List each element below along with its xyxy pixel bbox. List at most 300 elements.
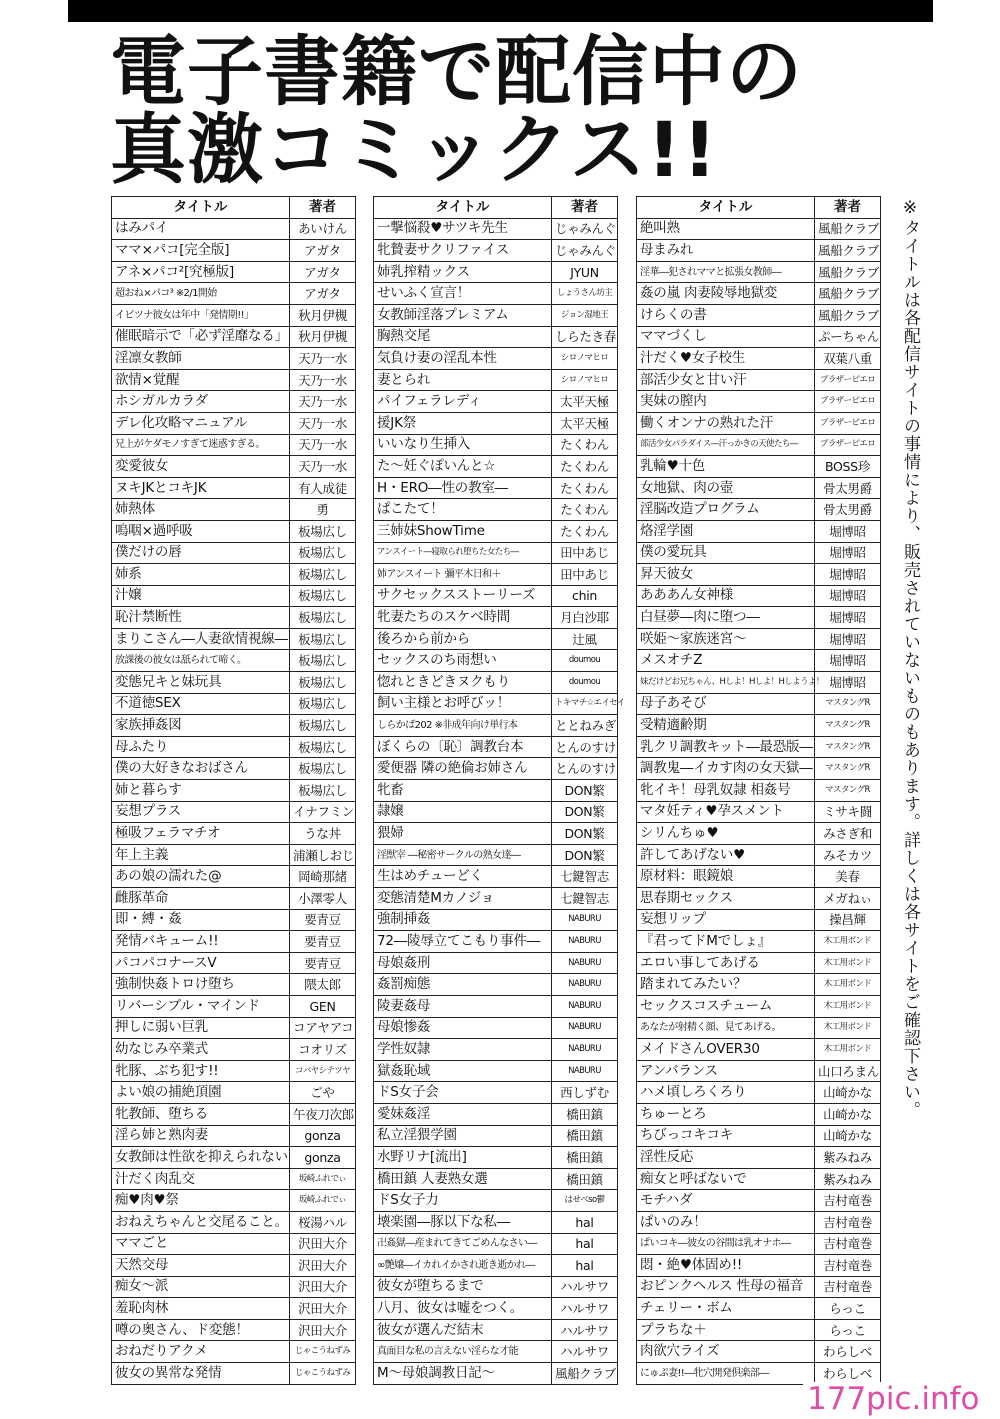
table-row	[112, 1125, 356, 1147]
book-title: 卍姦獄―産まれてきてごめんなさい―	[374, 1233, 552, 1255]
header-title: タイトル	[374, 197, 552, 219]
book-author: コバヤシテツヤ	[290, 1060, 356, 1082]
table-row	[637, 261, 881, 283]
table-row	[637, 1255, 881, 1277]
table-row	[112, 348, 356, 370]
book-title: 超おね×パコ³ ※2/1開始	[112, 283, 290, 305]
table-row	[112, 391, 356, 413]
book-author: 辻風	[552, 628, 618, 650]
book-title: 嗚咽×過呼吸	[112, 520, 290, 542]
book-author: 吉村竜巻	[815, 1255, 881, 1277]
book-author: じゃみんぐ	[552, 218, 618, 240]
table-row	[112, 412, 356, 434]
table-row	[637, 1319, 881, 1341]
table-row	[637, 628, 881, 650]
book-title: 痴女～派	[112, 1276, 290, 1298]
table-row	[112, 261, 356, 283]
book-author: hal	[552, 1233, 618, 1255]
book-author: わらしべ	[815, 1341, 881, 1363]
table-row	[637, 1276, 881, 1298]
book-title: マタ妊ティ♥孕スメント	[637, 801, 815, 823]
book-title: 思春期セックス	[637, 888, 815, 910]
book-title: エロい事してあげる	[637, 952, 815, 974]
table-row	[637, 995, 881, 1017]
book-title: 僕の愛玩具	[637, 542, 815, 564]
book-author: はせべso鬱	[552, 1190, 618, 1212]
book-title: 真面目な私の言えない淫らな才能	[374, 1341, 552, 1363]
book-title: 後ろから前から	[374, 628, 552, 650]
table-row	[637, 866, 881, 888]
book-title: 女教師は性欲を抑えられない	[112, 1147, 290, 1169]
table-row	[112, 218, 356, 240]
table-row	[112, 1298, 356, 1320]
book-title: 陵妻姦母	[374, 995, 552, 1017]
table-row	[112, 369, 356, 391]
book-title: ちゅーとろ	[637, 1103, 815, 1125]
book-title: ママごと	[112, 1233, 290, 1255]
table-row	[637, 715, 881, 737]
book-author: マスタングR	[815, 758, 881, 780]
table-row	[374, 693, 618, 715]
book-title: 水野リナ[流出]	[374, 1147, 552, 1169]
book-author: 天乃一水	[290, 412, 356, 434]
book-author: 要青豆	[290, 909, 356, 931]
table-row	[374, 261, 618, 283]
book-author: 天乃一水	[290, 369, 356, 391]
book-author: 紫みねみ	[815, 1147, 881, 1169]
book-author: 木工用ボンド	[815, 1039, 881, 1061]
table-row	[112, 1168, 356, 1190]
table-row	[112, 542, 356, 564]
book-title: メスオチZ	[637, 650, 815, 672]
book-author: らっこ	[815, 1319, 881, 1341]
book-author: NABURU	[552, 909, 618, 931]
book-title: よい娘の捕絶頂園	[112, 1082, 290, 1104]
table-row	[374, 1039, 618, 1061]
table-row	[112, 974, 356, 996]
book-author: 風船クラブ	[815, 261, 881, 283]
table-row	[637, 1233, 881, 1255]
book-title: ぱこたて！	[374, 499, 552, 521]
book-author: gonza	[290, 1125, 356, 1147]
table-row	[637, 520, 881, 542]
book-author: じゃこうねずみ	[290, 1363, 356, 1385]
book-title: 女教師淫落プレミアム	[374, 304, 552, 326]
book-author: アガタ	[290, 261, 356, 283]
book-author: 板場広し	[290, 542, 356, 564]
book-title: 姉熱体	[112, 499, 290, 521]
book-title: 姦罰痴態	[374, 974, 552, 996]
table-row	[112, 456, 356, 478]
table-row	[637, 304, 881, 326]
table-row	[374, 650, 618, 672]
table-row	[112, 909, 356, 931]
table-row	[637, 1017, 881, 1039]
book-author: 風船クラブ	[815, 283, 881, 305]
table-row	[637, 542, 881, 564]
table-row	[374, 1363, 618, 1385]
table-row	[637, 412, 881, 434]
book-title: 汁だく肉乱交	[112, 1168, 290, 1190]
book-author: 有人成徒	[290, 477, 356, 499]
book-title: 『君ってドMでしょ』	[637, 931, 815, 953]
table-row	[112, 650, 356, 672]
book-author: 双葉八重	[815, 348, 881, 370]
book-title: モチハダ	[637, 1190, 815, 1212]
book-title: 幼なじみ卒業式	[112, 1039, 290, 1061]
table-row	[374, 888, 618, 910]
book-author: ミサキ闘	[815, 801, 881, 823]
book-title: セックスのち雨想い	[374, 650, 552, 672]
book-author: 風船クラブ	[815, 304, 881, 326]
book-author: アガタ	[290, 240, 356, 262]
book-title: 受精適齢期	[637, 715, 815, 737]
book-title: H・ERO―性の教室―	[374, 477, 552, 499]
book-title: おピンクヘルス 性母の福音	[637, 1276, 815, 1298]
book-author: DON繁	[552, 801, 618, 823]
book-author: 小澤零人	[290, 888, 356, 910]
book-author: 吉村竜巻	[815, 1211, 881, 1233]
book-title: 変愛彼女	[112, 456, 290, 478]
book-title: 淫獣宰 ―秘密サークルの熟女達―	[374, 844, 552, 866]
table-row	[374, 542, 618, 564]
book-author: たくわん	[552, 477, 618, 499]
book-author: 田中あじ	[552, 542, 618, 564]
table-row	[374, 758, 618, 780]
table-row	[637, 1060, 881, 1082]
table-row	[374, 283, 618, 305]
book-author: 浦瀬しおじ	[290, 844, 356, 866]
table-row	[374, 1103, 618, 1125]
table-row	[112, 1147, 356, 1169]
book-author: しょうさん坊主	[552, 283, 618, 305]
book-title: 気負け妻の淫乱本性	[374, 348, 552, 370]
book-title: まりこさん―人妻欲情視線―	[112, 628, 290, 650]
table-header-row	[374, 197, 618, 219]
table-row	[374, 1017, 618, 1039]
book-title: 飼い主様とお呼びッ！	[374, 693, 552, 715]
book-title: 調教鬼―イカす肉の女天獄―	[637, 758, 815, 780]
book-title: アンスイート―寝取られ堕ちた女たち―	[374, 542, 552, 564]
book-author: メガねぃ	[815, 888, 881, 910]
book-author: イナフミン	[290, 801, 356, 823]
table-row	[374, 1125, 618, 1147]
book-author: アガタ	[290, 283, 356, 305]
book-title: 淫性反応	[637, 1147, 815, 1169]
book-author: hal	[552, 1211, 618, 1233]
table-row	[112, 844, 356, 866]
book-title: 部活少女と甘い汗	[637, 369, 815, 391]
book-author: シロノマヒロ	[552, 369, 618, 391]
book-author: 岡崎那緒	[290, 866, 356, 888]
book-author: ブラザーピエロ	[815, 391, 881, 413]
book-author: うな丼	[290, 823, 356, 845]
table-row	[374, 434, 618, 456]
book-title: 母まみれ	[637, 240, 815, 262]
book-author: NABURU	[552, 1039, 618, 1061]
book-title: 烙淫学園	[637, 520, 815, 542]
table-row	[374, 780, 618, 802]
book-author: マスタングR	[815, 736, 881, 758]
table-row	[112, 1082, 356, 1104]
table-row	[637, 844, 881, 866]
table-row	[374, 477, 618, 499]
table-row	[374, 456, 618, 478]
book-title: 胸熱交尾	[374, 326, 552, 348]
book-author: みさぎ和	[815, 823, 881, 845]
table-row	[112, 304, 356, 326]
book-title: 肉欲穴ライズ	[637, 1341, 815, 1363]
book-author: しらたき春	[552, 326, 618, 348]
book-title: 催眠暗示で「必ず淫靡なる」	[112, 326, 290, 348]
book-author: ハルサワ	[552, 1298, 618, 1320]
table-row	[112, 585, 356, 607]
book-title: 絶叫熟	[637, 218, 815, 240]
book-author: 板場広し	[290, 520, 356, 542]
book-title: 三姉妹ShowTime	[374, 520, 552, 542]
book-author: ブラザーピエロ	[815, 412, 881, 434]
header-author: 著者	[290, 197, 356, 219]
book-author: 木工用ボンド	[815, 1017, 881, 1039]
book-title: 愛妹姦淫	[374, 1103, 552, 1125]
book-title: けらくの書	[637, 304, 815, 326]
book-author: 吉村竜巻	[815, 1190, 881, 1212]
table-row	[374, 844, 618, 866]
book-title: 惚れときどきヌクもり	[374, 672, 552, 694]
book-author: NABURU	[552, 1060, 618, 1082]
book-author: 風船クラブ	[815, 218, 881, 240]
table-row	[374, 931, 618, 953]
book-title: チェリー・ボム	[637, 1298, 815, 1320]
book-title: 彼女が選んだ結末	[374, 1319, 552, 1341]
book-title: 欲情×覚醒	[112, 369, 290, 391]
book-title: 女地獄、肉の壺	[637, 477, 815, 499]
table-row	[112, 1276, 356, 1298]
book-author: 板場広し	[290, 585, 356, 607]
book-title: ぼくらの〔恥〕調教台本	[374, 736, 552, 758]
title-table-column-1	[111, 196, 356, 1385]
book-title: リバーシブル・マインド	[112, 995, 290, 1017]
table-row	[374, 520, 618, 542]
book-title: 僕の大好きなおばさん	[112, 758, 290, 780]
book-title: 母娘惨姦	[374, 1017, 552, 1039]
book-author: ぷーちゃん	[815, 326, 881, 348]
book-title: 牝贄妻サクリファイス	[374, 240, 552, 262]
book-author: 木工用ボンド	[815, 931, 881, 953]
book-title: 僕だけの唇	[112, 542, 290, 564]
book-author: DON繁	[552, 780, 618, 802]
book-title: 母子あそび	[637, 693, 815, 715]
book-author: JYUN	[552, 261, 618, 283]
table-row	[112, 564, 356, 586]
table-row	[374, 866, 618, 888]
table-row	[374, 607, 618, 629]
book-author: NABURU	[552, 995, 618, 1017]
table-row	[637, 909, 881, 931]
book-title: 即・縛・姦	[112, 909, 290, 931]
book-author: DON繁	[552, 844, 618, 866]
book-title: 姉系	[112, 564, 290, 586]
book-title: 私立淫猥学園	[374, 1125, 552, 1147]
table-row	[637, 650, 881, 672]
table-row	[374, 391, 618, 413]
book-title: ぱいのみ！	[637, 1211, 815, 1233]
book-author: 坂崎ふれでぃ	[290, 1190, 356, 1212]
book-title: 白昼夢―肉に堕つ―	[637, 607, 815, 629]
book-author: 田中あじ	[552, 564, 618, 586]
table-row	[637, 974, 881, 996]
book-author: たくわん	[552, 520, 618, 542]
book-author: らっこ	[815, 1298, 881, 1320]
book-author: 木工用ボンド	[815, 974, 881, 996]
book-author: BOSS珍	[815, 456, 881, 478]
book-title: 極吸フェラマチオ	[112, 823, 290, 845]
table-row	[374, 736, 618, 758]
table-row	[374, 974, 618, 996]
book-title: 乳輪♥十色	[637, 456, 815, 478]
book-author: 要青豆	[290, 931, 356, 953]
book-title: いいなり生挿入	[374, 434, 552, 456]
book-author: NABURU	[552, 931, 618, 953]
book-title: 原材料：眼鏡娘	[637, 866, 815, 888]
book-author: 板場広し	[290, 780, 356, 802]
book-title: 生はめチューどく	[374, 866, 552, 888]
book-title: 一撃悩殺♥サツキ先生	[374, 218, 552, 240]
book-author: コアヤアコ	[290, 1017, 356, 1039]
table-header-row	[637, 197, 881, 219]
book-author: 木工用ボンド	[815, 952, 881, 974]
book-title: 天然交母	[112, 1255, 290, 1277]
table-row	[112, 1233, 356, 1255]
table-row	[637, 672, 881, 694]
table-row	[374, 952, 618, 974]
book-title: ドS女子力	[374, 1190, 552, 1212]
book-title: ママ×パコ[完全版]	[112, 240, 290, 262]
headline-line-2: 真激コミックス!!	[110, 105, 719, 194]
book-title: 姉アンスイート 彌平木日和＋	[374, 564, 552, 586]
book-title: サクセックスストーリーズ	[374, 585, 552, 607]
table-header-row	[112, 197, 356, 219]
table-row	[112, 693, 356, 715]
book-author: 午夜刀次郎	[290, 1103, 356, 1125]
table-row	[374, 304, 618, 326]
book-title: あなたが射精く顔、見てあげる。	[637, 1017, 815, 1039]
book-author: ブラザーピエロ	[815, 369, 881, 391]
table-row	[112, 715, 356, 737]
table-row	[112, 499, 356, 521]
book-author: 堀博昭	[815, 607, 881, 629]
book-title: デレ化攻略マニュアル	[112, 412, 290, 434]
book-title: アンバランス	[637, 1060, 815, 1082]
book-title: 踏まれてみたい？	[637, 974, 815, 996]
book-title: 八月、彼女は嘘をつく。	[374, 1298, 552, 1320]
table-row	[637, 952, 881, 974]
table-row	[637, 1103, 881, 1125]
book-title: 姉乳搾精ックス	[374, 261, 552, 283]
table-row	[637, 1298, 881, 1320]
book-author: 沢田大介	[290, 1255, 356, 1277]
book-title: 咲姫～家族迷宮～	[637, 628, 815, 650]
book-title: 強制快姦トロけ堕ち	[112, 974, 290, 996]
book-title: 痴♥肉♥祭	[112, 1190, 290, 1212]
book-title: 働くオンナの熟れた汗	[637, 412, 815, 434]
table-row	[637, 391, 881, 413]
table-row	[374, 1341, 618, 1363]
book-title: 実妹の膣内	[637, 391, 815, 413]
book-author: 沢田大介	[290, 1276, 356, 1298]
book-author: 紫みねみ	[815, 1168, 881, 1190]
table-row	[374, 801, 618, 823]
table-row	[374, 628, 618, 650]
book-title: 許してあげない♥	[637, 844, 815, 866]
book-author: ハルサワ	[552, 1319, 618, 1341]
book-title: 昇天彼女	[637, 564, 815, 586]
table-row	[374, 218, 618, 240]
table-row	[374, 909, 618, 931]
book-author: DON繁	[552, 823, 618, 845]
book-title: 羞恥肉林	[112, 1298, 290, 1320]
title-table-column-3	[636, 196, 881, 1385]
table-row	[374, 564, 618, 586]
table-row	[374, 1082, 618, 1104]
table-row	[374, 1276, 618, 1298]
table-row	[374, 1168, 618, 1190]
book-author: 堀博昭	[815, 585, 881, 607]
book-title: 発情バキューム!!	[112, 931, 290, 953]
book-author: 風船クラブ	[552, 1363, 618, 1385]
table-row	[637, 607, 881, 629]
book-author: 山崎かな	[815, 1103, 881, 1125]
book-author: 骨太男爵	[815, 499, 881, 521]
book-title: 姉と暮らす	[112, 780, 290, 802]
book-author: ごや	[290, 1082, 356, 1104]
table-row	[637, 801, 881, 823]
table-row	[112, 1319, 356, 1341]
book-title: イビツナ彼女は年中「発情期!!」	[112, 304, 290, 326]
book-author: 天乃一水	[290, 391, 356, 413]
table-row	[637, 1190, 881, 1212]
book-author: NABURU	[552, 952, 618, 974]
book-author: わらしべ	[815, 1363, 881, 1385]
table-row	[637, 1082, 881, 1104]
book-title: 雌豚革命	[112, 888, 290, 910]
table-row	[374, 995, 618, 1017]
book-author: みそカツ	[815, 844, 881, 866]
book-title: ホシガルカラダ	[112, 391, 290, 413]
book-title: 淫華―犯されママと拡張女教師―	[637, 261, 815, 283]
book-author: 美春	[815, 866, 881, 888]
table-row	[112, 1190, 356, 1212]
book-author: 吉村竜巻	[815, 1276, 881, 1298]
table-row	[637, 736, 881, 758]
book-author: 吉村竜巻	[815, 1233, 881, 1255]
book-title: 母ふたり	[112, 736, 290, 758]
book-title: 牝畜	[374, 780, 552, 802]
table-row	[637, 326, 881, 348]
availability-note: ※タイトルは各配信サイトの事情により、販売されていないものもあります。詳しくは各サイトをご確認下さい。	[900, 198, 920, 1119]
table-row	[637, 585, 881, 607]
book-title: 牝妻たちのスケベ時間	[374, 607, 552, 629]
book-title: 部活少女パラダイス―汗っかきの天使たち―	[637, 434, 815, 456]
book-title: 牝イキ！母乳奴隷 相姦号	[637, 780, 815, 802]
book-author: 風船クラブ	[815, 240, 881, 262]
book-author: 堀博昭	[815, 542, 881, 564]
book-title: 噂の奥さん、ド変態！	[112, 1319, 290, 1341]
table-row	[374, 672, 618, 694]
table-row	[374, 715, 618, 737]
book-author: 骨太男爵	[815, 477, 881, 499]
book-title: パイフェラレディ	[374, 391, 552, 413]
